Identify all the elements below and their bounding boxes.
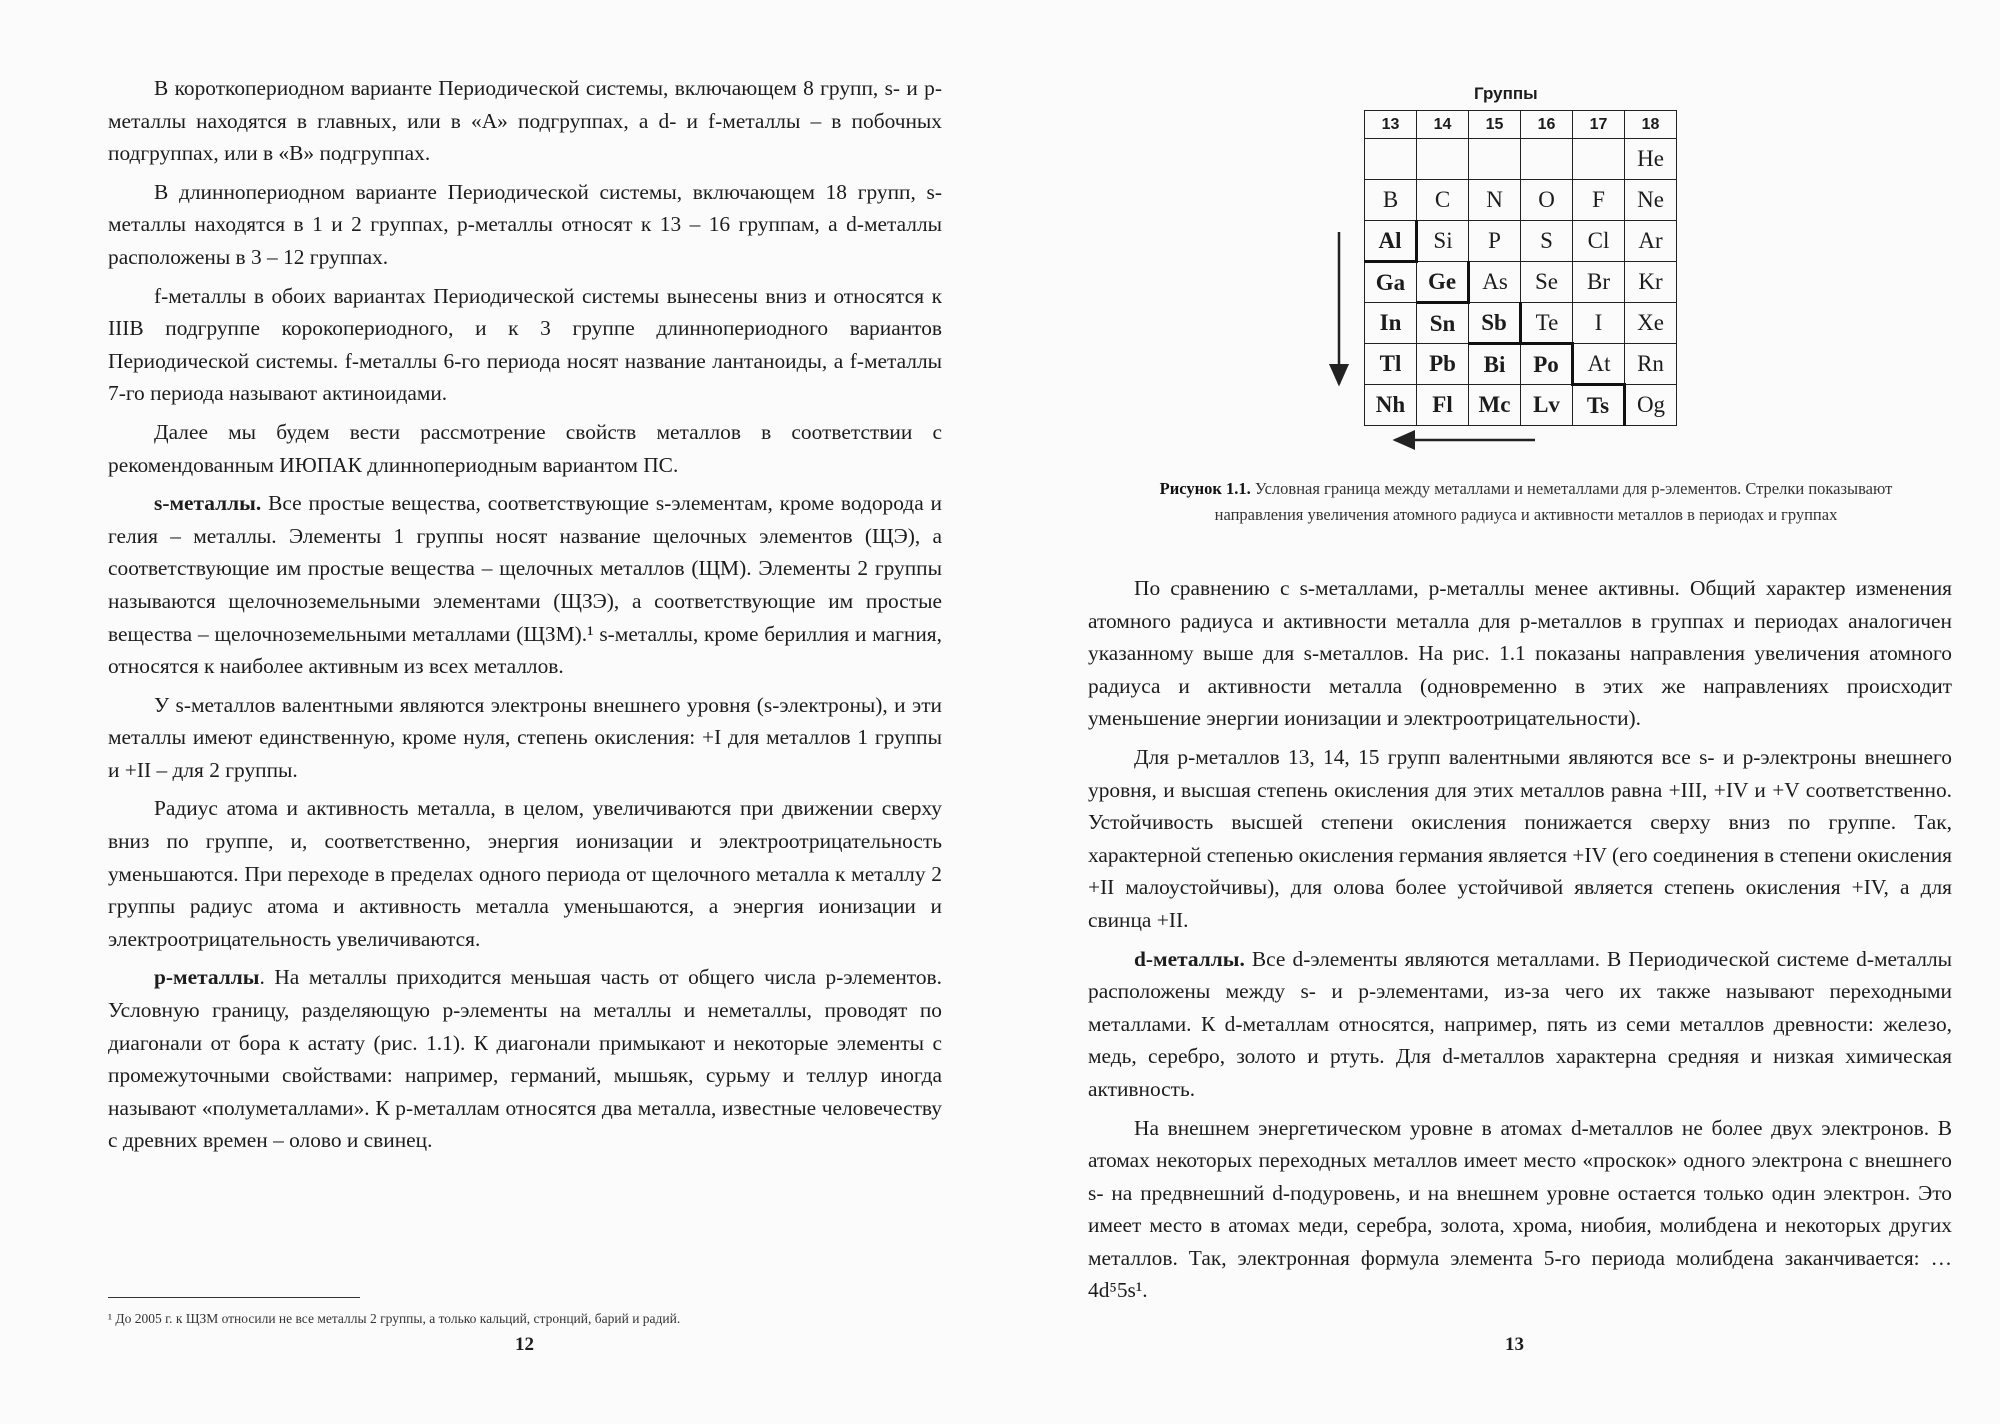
element-cell: As	[1469, 262, 1521, 303]
group-number: 16	[1521, 111, 1573, 139]
element-cell: Pb	[1417, 344, 1469, 385]
paragraph-text: . На металлы приходится меньшая часть от общего числа p-элементов. Условную границу, разделяющую p-элементы на металлы и неметаллы, проводят по диагонали от бора к астату (рис. 1.1). К диагонали примыкают и некоторые элементы с промежуточными свойствами: например, германий, мышьяк, сурьму и теллур иногда называют «полуметаллами». К p-металлам относятся два металла, известные человечеству с древних времен – олово и свинец.	[108, 965, 942, 1153]
group-number: 18	[1625, 111, 1677, 139]
paragraph-lead: d-металлы.	[1134, 946, 1245, 971]
element-cell: Br	[1573, 262, 1625, 303]
element-cell: I	[1573, 303, 1625, 344]
element-cell: Ne	[1625, 180, 1677, 221]
paragraph	[108, 176, 942, 274]
paragraph-text: Все d-элементы являются металлами. В Периодической системе d-металлы расположены между s- и p-элементами, из-за чего их также называют переходными металлами. К d-металлам относятся, например, пять из семи металлов древности: железо, медь, серебро, золото и ртуть. Для d-металлов характерна средняя и низкая химическая активность.	[1088, 946, 1952, 1101]
page-number-left: 12	[515, 1334, 534, 1355]
paragraph	[1088, 741, 1952, 937]
left-page-text	[108, 72, 942, 1232]
element-cell: Sb	[1469, 303, 1521, 344]
element-cell: Ts	[1573, 385, 1625, 426]
element-cell: Te	[1521, 303, 1573, 344]
element-cell: Ge	[1417, 262, 1469, 303]
group-number: 13	[1365, 111, 1417, 139]
caption-text: Условная граница между металлами и неметаллами для p-элементов. Стрелки показывают направления увеличения атомного радиуса и активности металлов в периодах и группах	[1214, 479, 1893, 524]
element-cell: Fl	[1417, 385, 1469, 426]
element-cell: Tl	[1365, 344, 1417, 385]
paragraph-text: На внешнем энергетическом уровне в атомах d-металлов не более двух электронов. В атомах некоторых переходных металлов имеет место «проскок» одного электрона с внешнего s- на предвнешний d-подуровень, и на внешнем уровне остается только один электрон. Это имеет место в атомах меди, серебра, золота, хрома, ниобия, молибдена и некоторых других металлов. Так, электронная формула элемента 5-го периода молибдена заканчивается: …4d⁵5s¹.	[1088, 1115, 1952, 1303]
paragraph-text: Далее мы будем вести рассмотрение свойств металлов в соответствии с рекомендованным ИЮПАК длиннопериодным вариантом ПС.	[108, 419, 942, 477]
caption-label: Рисунок 1.1.	[1159, 479, 1251, 498]
element-cell: Rn	[1625, 344, 1677, 385]
element-cell: Ar	[1625, 221, 1677, 262]
element-cell: Po	[1521, 344, 1573, 385]
element-cell: Mc	[1469, 385, 1521, 426]
element-cell: Se	[1521, 262, 1573, 303]
group-number: 17	[1573, 111, 1625, 139]
paragraph	[108, 487, 942, 683]
element-cell: Xe	[1625, 303, 1677, 344]
element-cell: At	[1573, 344, 1625, 385]
paragraph	[108, 689, 942, 787]
group-number: 15	[1469, 111, 1521, 139]
paragraph-lead: p-металлы	[154, 965, 260, 990]
paragraph-text: В длиннопериодном варианте Периодической системы, включающем 18 групп, s-металлы находятся в 1 и 2 группах, p-металлы относят к 13 – 16 группам, а d-металлы расположены в 3 – 12 группах.	[108, 179, 942, 269]
right-page-text	[1088, 572, 1952, 1313]
groups-label: Группы	[1474, 84, 1538, 103]
paragraph	[108, 961, 942, 1157]
element-cell: Sn	[1417, 303, 1469, 344]
paragraph	[1088, 572, 1952, 735]
right-page	[1000, 0, 2000, 1424]
paragraph	[108, 72, 942, 170]
figure-caption	[1136, 476, 1916, 528]
paragraph	[108, 280, 942, 410]
paragraph	[108, 792, 942, 955]
element-cell: In	[1365, 303, 1417, 344]
paragraph-text: По сравнению с s-металлами, p-металлы менее активны. Общий характер изменения атомного радиуса и активности металла для p-металлов в группах и периодах аналогичен указанному выше для s-металлов. На рис. 1.1 показаны направления увеличения атомного радиуса и активности металла (одновременно в этих же направлениях происходит уменьшение энергии ионизации и электроотрицательности).	[1088, 576, 1952, 731]
paragraph-text: Все простые вещества, соответствующие s-элементам, кроме водорода и гелия – металлы. Элементы 1 группы носят название щелочных элементов (ЩЭ), а соответствующие им простые вещества – щелочных металлов (ЩМ). Элементы 2 группы называются щелочноземельными элементами (ЩЗЭ), а соответствующие им простые вещества – щелочноземельными металлами (ЩЗМ).¹ s-металлы, кроме бериллия и магния, относятся к наиболее активным из всех металлов.	[108, 491, 942, 679]
element-cell: Kr	[1625, 262, 1677, 303]
paragraph-text: f-металлы в обоих вариантах Периодической системы вынесены вниз и относятся к IIIB подгруппе корокопериодного, и к 3 группе длиннопериодного вариантов Периодической системы. f-металлы 6-го периода носят название лантаноиды, а f-металлы 7-го периода называют актиноидами.	[108, 283, 942, 406]
element-cell: Lv	[1521, 385, 1573, 426]
paragraph-text: Радиус атома и активность металла, в целом, увеличиваются при движении сверху вниз по группе, и, соответственно, энергия ионизации и электроотрицательность уменьшаются. При переходе в пределах одного периода от щелочного металла к металлу 2 группы радиус атома и активность металла уменьшаются, а энергия ионизации и электроотрицательность увеличиваются.	[108, 796, 942, 951]
paragraph	[1088, 943, 1952, 1106]
paragraph	[1088, 1112, 1952, 1308]
paragraph	[108, 416, 942, 481]
element-cell: Nh	[1365, 385, 1417, 426]
group-number: 14	[1417, 111, 1469, 139]
footnote-divider	[108, 1297, 360, 1298]
element-cell: Al	[1365, 221, 1417, 262]
element-cell: C	[1417, 180, 1469, 221]
figure-1-1	[1000, 0, 2000, 560]
element-cell: Bi	[1469, 344, 1521, 385]
page-number-right: 13	[1505, 1334, 1524, 1355]
paragraph-text: Для p-металлов 13, 14, 15 групп валентными являются все s- и p-электроны внешнего уровня, и высшая степень окисления для этих металлов равна +III, +IV и +V соответственно. Устойчивость высшей степени окисления понижается сверху вниз по группе. Так, характерной степенью окисления германия является +IV (его соединения в степени окисления +II малоустойчивы), для олова более устойчивой является степень окисления +IV, а для свинца +II.	[1088, 744, 1952, 932]
paragraph-text: У s-металлов валентными являются электроны внешнего уровня (s-электроны), и эти металлы имеют единственную, кроме нуля, степень окисления: +I для металлов 1 группы и +II – для 2 группы.	[108, 692, 942, 782]
element-cell: Og	[1625, 385, 1677, 426]
element-cell: S	[1521, 221, 1573, 262]
element-cell: N	[1469, 180, 1521, 221]
element-cell: He	[1625, 139, 1677, 180]
paragraph-text: В короткопериодном варианте Периодической системы, включающем 8 групп, s- и p-металлы находятся в главных, или в «А» подгруппах, а d- и f-металлы – в побочных подгруппах, или в «В» подгруппах.	[108, 76, 942, 166]
element-cell: B	[1365, 180, 1417, 221]
element-cell: Ga	[1365, 262, 1417, 303]
element-cell: Cl	[1573, 221, 1625, 262]
element-cell: O	[1521, 180, 1573, 221]
arrows	[1000, 0, 2000, 470]
element-cell: P	[1469, 221, 1521, 262]
footnote: ¹ До 2005 г. к ЩЗМ относили не все металлы 2 группы, а только кальций, стронций, барий и радий.	[108, 1311, 681, 1326]
element-cell: F	[1573, 180, 1625, 221]
element-cell: Si	[1417, 221, 1469, 262]
paragraph-lead: s-металлы.	[154, 491, 262, 516]
